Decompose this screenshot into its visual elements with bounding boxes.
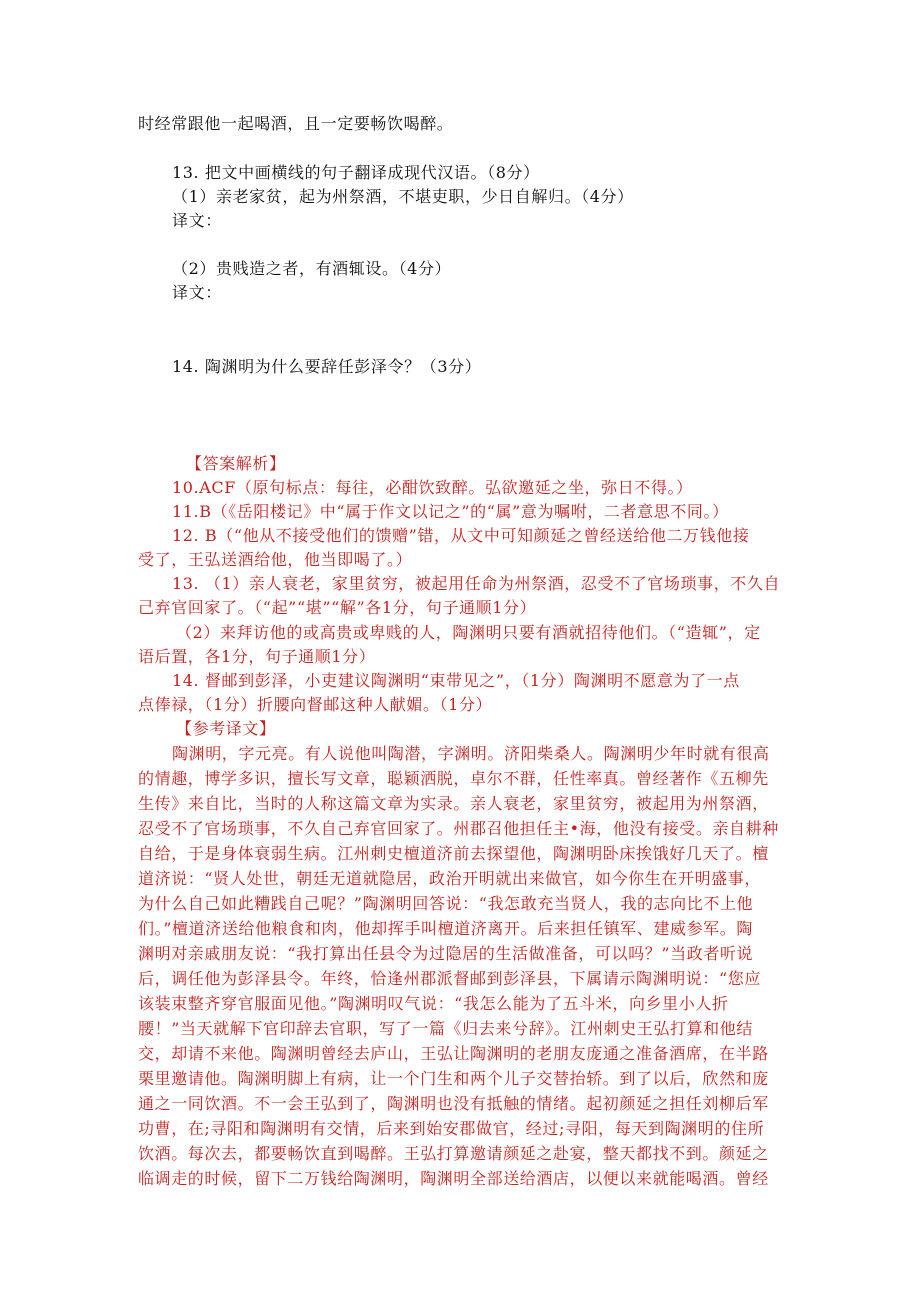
question-14: 14. 陶渊明为什么要辞任彭泽令？（3分）: [172, 357, 482, 376]
translation-line: 道济说：“贤人处世，朝廷无道就隐居，政治开明就出来做官，如今你生在开明盛事，: [138, 869, 761, 888]
translation-line: 为什么自己如此糟践自己呢？”陶渊明回答说：“我怎敢充当贤人，我的志向比不上他: [138, 894, 754, 913]
answer-heading: 【答案解析】: [186, 454, 286, 473]
answer-12: 12. B（“他从不接受他们的馈赠”错，从文中可知颜延之曾经送给他二万钱他接: [172, 526, 750, 545]
translation-label: 译文：: [172, 211, 222, 230]
question-13-part-1: （1）亲老家贫，起为州祭酒，不堪吏职，少日自解归。（4分）: [172, 187, 634, 206]
translation-line: 栗里邀请他。陶渊明脚上有病，让一个门生和两个儿子交替抬轿。到了以后，欣然和庞: [138, 1069, 769, 1088]
translation-label: 译文：: [172, 283, 222, 302]
translation-line: 临调走的时候，留下二万钱给陶渊明，陶渊明全部送给酒店，以便以来就能喝酒。曾经: [138, 1169, 769, 1188]
answer-13: 13. （1）亲人衰老，家里贫穷，被起用任命为州祭酒，忍受不了官场琐事，不久自: [172, 574, 781, 593]
answer-11: 11.B（《岳阳楼记》中“属于作文以记之”的“属”意为嘱咐，二者意思不同。）: [172, 502, 729, 521]
answer-13-part-2: （2）来拜访他的或高贵或卑贱的人，陶渊明只要有酒就招待他们。（“造辄”，定: [176, 623, 761, 642]
answer-13-part-2-cont: 语后置，各1分，句子通顺1分）: [138, 647, 376, 666]
translation-line: 交，却请不来他。陶渊明曾经去庐山，王弘让陶渊明的老朋友庞通之准备酒席，在半路: [138, 1044, 769, 1063]
answer-14: 14. 督邮到彭泽，小吏建议陶渊明“束带见之”，（1分）陶渊明不愿意为了一点: [172, 671, 740, 690]
answer-10: 10.ACF（原句标点：每往，必酣饮致醉。弘欲邀延之坐，弥日不得。）: [172, 478, 693, 497]
translation-line: 功曹，在;寻阳和陶渊明有交情，后来到始安郡做官，经过;寻阳，每天到陶渊明的住所: [138, 1119, 765, 1138]
translation-line: 陶渊明，字元亮。有人说他叫陶潜，字渊明。济阳柴桑人。陶渊明少年时就有很高: [172, 744, 770, 763]
translation-line: 生传》来自比，当时的人称这篇文章为实录。亲人衰老，家里贫穷，被起用为州祭酒，: [138, 794, 769, 813]
translation-line: 自给，于是身体衰弱生病。江州刺史檀道济前去探望他，陶渊明卧床挨饿好几天了。檀: [138, 844, 769, 863]
translation-line: 们。”檀道济送给他粮食和肉，他却挥手叫檀道济离开。后来担任镇军、建威参军。陶: [138, 919, 753, 938]
translation-line: 后，调任他为彭泽县令。年终，恰逢州郡派督邮到彭泽县，下属请示陶渊明说：“您应: [138, 969, 761, 988]
translation-line: 该装束整齐穿官服面见他。”陶渊明叹气说：“我怎么能为了五斗米，向乡里小人折: [138, 994, 729, 1013]
answer-13-cont: 己弃官回家了。（“起”“堪”“解”各1分，句子通顺1分）: [138, 598, 537, 617]
answer-14-cont: 点俸禄，（1分）折腰向督邮这种人献媚。（1分）: [138, 695, 493, 714]
question-13-part-2: （2）贵贱造之者，有酒辄设。（4分）: [172, 259, 452, 278]
answer-12-cont: 受了，王弘送酒给他，他当即喝了。）: [138, 550, 413, 569]
translation-line: 的情趣，博学多识，擅长写文章，聪颖洒脱，卓尔不群，任性率真。曾经著作《五柳先: [138, 769, 769, 788]
translation-line: 腰！”当天就解下官印辞去官职，写了一篇《归去来兮辞》。江州刺史王弘打算和他结: [138, 1019, 753, 1038]
translation-line: 渊明对亲戚朋友说：“我打算出任县令为过隐居的生活做准备，可以吗？”当政者听说: [138, 944, 754, 963]
translation-line: 忍受不了官场琐事，不久自己弃官回家了。州郡召他担任主•海，他没有接受。亲自耕种: [138, 819, 779, 838]
translation-line: 饮酒。每次去，都要畅饮直到喝醉。王弘打算邀请颜延之赴宴，整天都找不到。颜延之: [138, 1144, 769, 1163]
translation-line: 通之一同饮酒。不一会王弘到了，陶渊明也没有抵触的情绪。起初颜延之担任刘柳后军: [138, 1094, 769, 1113]
question-13: 13. 把文中画横线的句子翻译成现代汉语。（8分）: [172, 163, 540, 182]
reference-translation-heading: 【参考译文】: [176, 719, 276, 738]
text-line: 时经常跟他一起喝酒，且一定要畅饮喝醉。: [138, 114, 454, 133]
